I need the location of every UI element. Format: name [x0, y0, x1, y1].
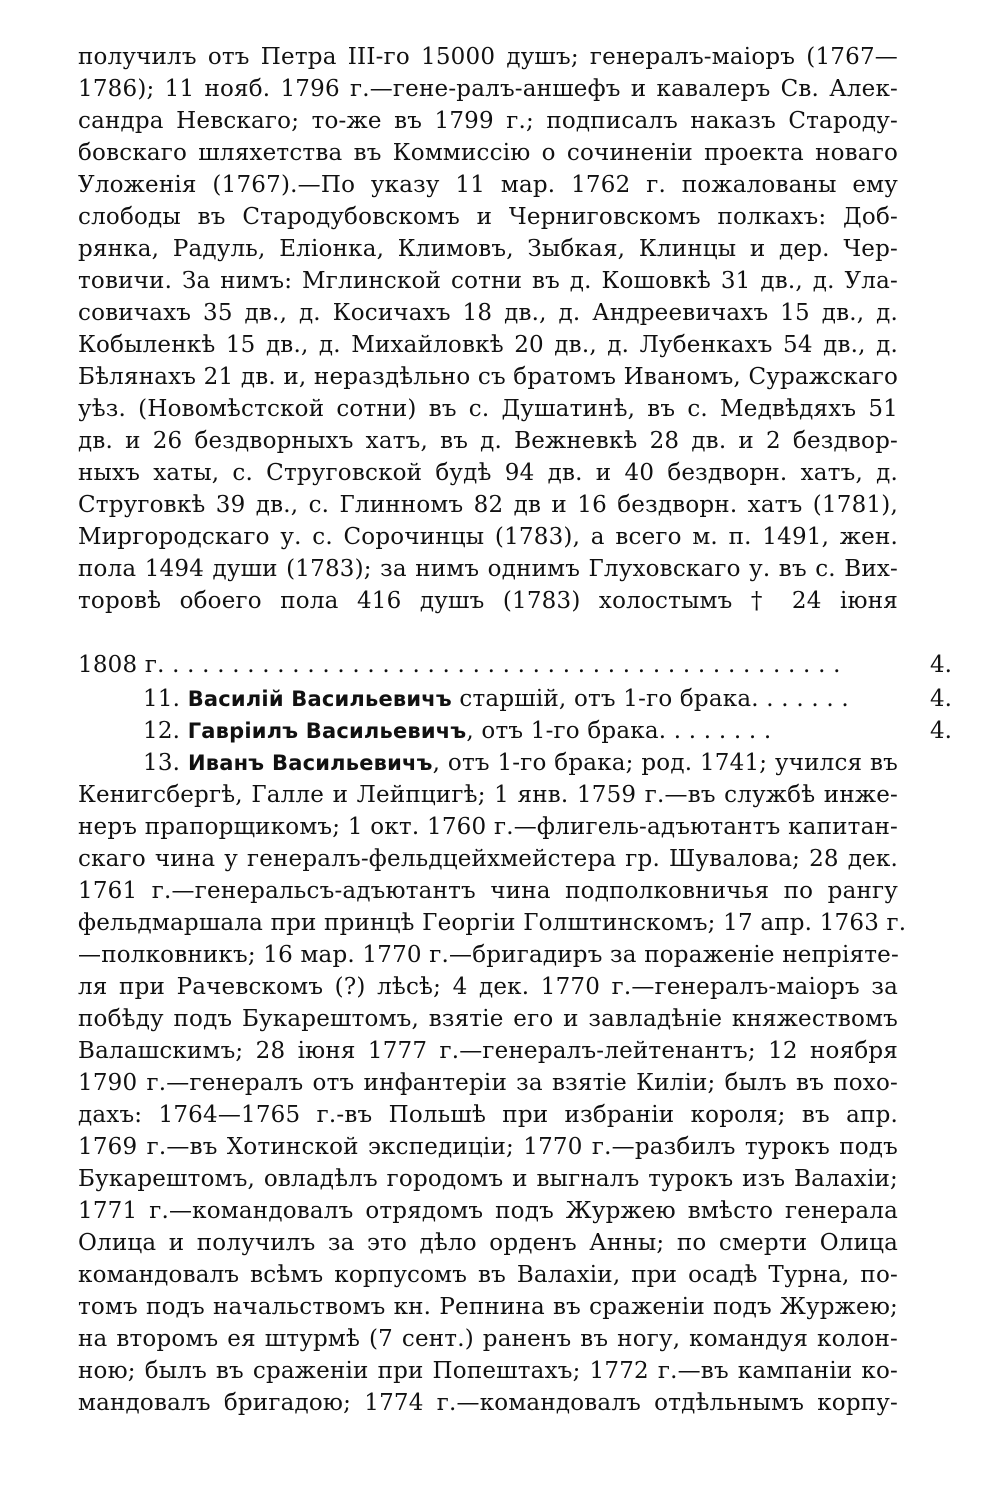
margin-number: 4.	[930, 686, 952, 712]
text-line: пола 1494 души (1783); за нимъ однимъ Глуховскаго у. въ с. Вих-	[78, 556, 898, 582]
text-line: неръ прапорщикомъ; 1 окт. 1760 г.—флигель-адъютантъ капитан-	[78, 814, 898, 840]
margin-number: 4.	[930, 718, 952, 744]
text-line: рянка, Радуль, Еліонка, Климовъ, Зыбкая, Клинцы и дер. Чер-	[78, 236, 898, 262]
text-line: на второмъ ея штурмѣ (7 сент.) раненъ въ ногу, командуя колон-	[78, 1326, 898, 1352]
entry-13-line	[143, 746, 898, 780]
text-line: Олица и получилъ за это дѣло орденъ Анны; по смерти Олица	[78, 1230, 898, 1256]
text-line: побѣду подъ Букарештомъ, взятіе его и завладѣніе княжествомъ	[78, 1006, 898, 1032]
text-line: уѣз. (Новомѣстской сотни) въ с. Душатинѣ, въ с. Медвѣдяхъ 51	[78, 396, 898, 422]
leader-dots: . . . . . .	[766, 686, 849, 712]
margin-number: 4.	[930, 652, 952, 678]
text-line: фельдмаршала при принцѣ Георгіи Голштинскомъ; 17 апр. 1763 г.	[78, 910, 907, 936]
entry-number: 13.	[143, 750, 181, 776]
entry-number: 11.	[143, 686, 181, 712]
text-line: Кенигсбергѣ, Галле и Лейпцигѣ; 1 янв. 1759 г.—въ службѣ инже-	[78, 782, 898, 808]
text-line: 1769 г.—въ Хотинской экспедиціи; 1770 г.—разбилъ турокъ подъ	[78, 1134, 898, 1160]
text-line: ною; былъ въ сраженіи при Попештахъ; 1772 г.—въ кампаніи ко-	[78, 1358, 898, 1384]
text-line: Уложенія (1767).—По указу 11 мар. 1762 г. пожалованы ему	[78, 172, 898, 198]
text-line: товичи. За нимъ: Мглинской сотни въ д. Кошовкѣ 31 дв., д. Ула-	[78, 268, 898, 294]
person-name: Гавріилъ Васильевичъ	[187, 719, 467, 743]
entry-11-line	[143, 682, 898, 716]
text-line: 1786); 11 нояб. 1796 г.—гене-ралъ-аншефъ и кавалеръ Св. Алек-	[78, 76, 898, 102]
text-line: 1771 г.—командовалъ отрядомъ подъ Журжею вмѣсто генерала	[78, 1198, 898, 1224]
text-line: дв. и 26 бездворныхъ хатъ, въ д. Вежневкѣ 28 дв. и 2 бездвор-	[78, 428, 898, 454]
person-name: Василій Васильевичъ	[187, 687, 452, 711]
person-name: Иванъ Васильевичъ	[187, 751, 433, 775]
entry-12-line	[143, 714, 898, 748]
text-line: Валашскимъ; 28 іюня 1777 г.—генералъ-лейтенантъ; 12 ноября	[78, 1038, 898, 1064]
text-line: сандра Невскаго; то-же въ 1799 г.; подписалъ наказъ Староду-	[78, 108, 898, 134]
text-line: мандовалъ бригадою; 1774 г.—командовалъ отдѣльнымъ корпу-	[78, 1390, 898, 1416]
text-line: скаго чина у генералъ-фельдцейхмейстера гр. Шувалова; 28 дек.	[78, 846, 898, 872]
entry-10-end-line	[78, 648, 898, 682]
leader-dots: . . . . . . .	[673, 718, 772, 744]
entry-text: , отъ 1-го брака; род. 1741; учился въ	[432, 750, 898, 776]
text-line: получилъ отъ Петра III-го 15000 душъ; генералъ-маіоръ (1767—	[78, 44, 898, 70]
text-line: слободы въ Стародубовскомъ и Черниговскомъ полкахъ: Доб-	[78, 204, 898, 230]
year-text: 1808 г.	[78, 652, 165, 678]
text-line: дахъ: 1764—1765 г.-въ Польшѣ при избраніи короля; въ апр.	[78, 1102, 898, 1128]
entry-number: 12.	[143, 718, 181, 744]
entry-text: старшій, отъ 1-го брака.	[459, 686, 759, 712]
text-line: Струговкѣ 39 дв., с. Глинномъ 82 дв и 16 бездворн. хатъ (1781),	[78, 492, 898, 518]
text-line: Кобыленкѣ 15 дв., д. Михайловкѣ 20 дв., д. Лубенкахъ 54 дв., д.	[78, 332, 898, 358]
text-line: торовѣ обоего пола 416 душъ (1783) холостымъ † 24 іюня	[78, 588, 898, 614]
entry-text: , отъ 1-го брака.	[466, 718, 667, 744]
text-line: Миргородскаго у. с. Сорочинцы (1783), а всего м. п. 1491, жен.	[78, 524, 898, 550]
text-line: совичахъ 35 дв., д. Косичахъ 18 дв., д. Андреевичахъ 15 дв., д.	[78, 300, 898, 326]
leader-dots: . . . . . . . . . . . . . . . . . . . . . . . . . . . . . . . . . . . . . . . . . . . . .	[172, 652, 841, 678]
text-line: ныхъ хаты, с. Струговской будѣ 94 дв. и 40 бездворн. хатъ, д.	[78, 460, 898, 486]
text-line: ля при Рачевскомъ (?) лѣсѣ; 4 дек. 1770 г.—генералъ-маіоръ за	[78, 974, 898, 1000]
text-line: Букарештомъ, овладѣлъ городомъ и выгналъ турокъ изъ Валахіи;	[78, 1166, 898, 1192]
text-line: томъ подъ начальствомъ кн. Репнина въ сраженіи подъ Журжею;	[78, 1294, 898, 1320]
text-line: 1790 г.—генералъ отъ инфантеріи за взятіе Киліи; былъ въ похо-	[78, 1070, 898, 1096]
text-line: бовскаго шляхетства въ Коммиссію о сочиненіи проекта новаго	[78, 140, 898, 166]
text-line: —полковникъ; 16 мар. 1770 г.—бригадиръ за пораженіе непріяте-	[78, 942, 899, 968]
text-line: 1761 г.—генеральсъ-адъютантъ чина подполковничья по рангу	[78, 878, 898, 904]
text-line: Бѣлянахъ 21 дв. и, нераздѣльно съ братомъ Иваномъ, Суражскаго	[78, 364, 899, 390]
text-line: командовалъ всѣмъ корпусомъ въ Валахіи, при осадѣ Турна, по-	[78, 1262, 898, 1288]
